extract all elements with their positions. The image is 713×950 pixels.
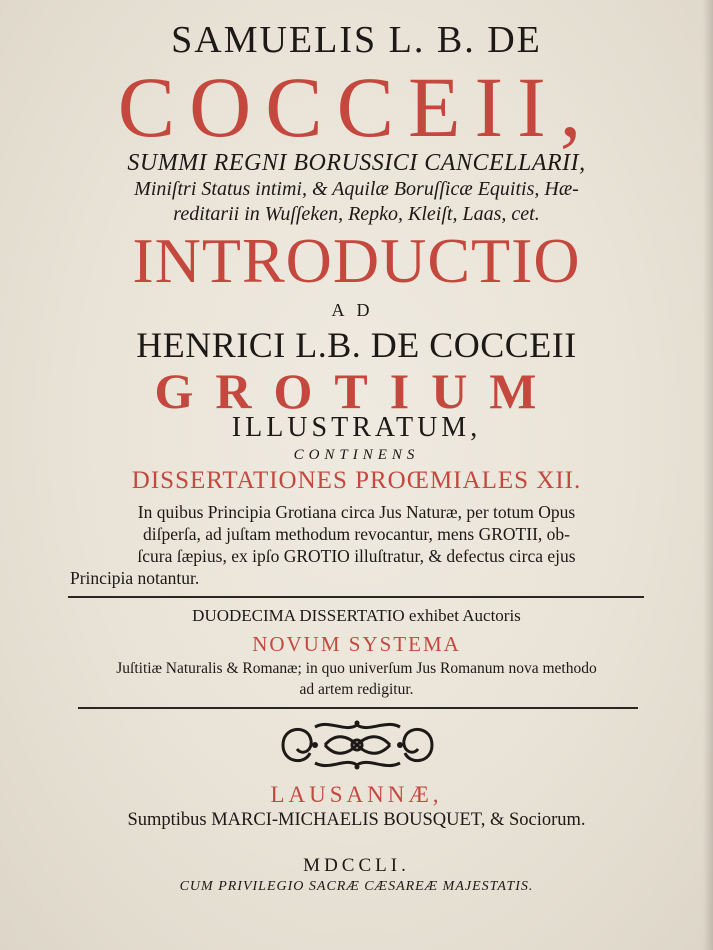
novum-systema: NOVUM SYSTEMA <box>252 632 461 656</box>
subject-subtitle: ILLUSTRATUM, <box>231 412 482 443</box>
subject-author: HENRICI L.B. DE COCCEII <box>136 325 577 365</box>
printers-ornament-icon <box>275 715 440 775</box>
divider-rule-1 <box>68 596 644 598</box>
publisher-line: Sumptibus MARCI-MICHAELIS BOUSQUET, & Sociorum. <box>127 810 586 830</box>
publication-year: MDCCLI. <box>303 855 410 876</box>
system-description-2: ad artem redigitur. <box>299 681 414 698</box>
place-of-publication: LAUSANNÆ, <box>270 782 443 807</box>
description-line-3: ſcura ſæpius, ex ipſo GROTIO illuſtratur, & defectus circa ejus <box>137 546 576 566</box>
continens-label: CONTINENS <box>293 447 420 463</box>
subject-title: GROTIUM <box>154 363 559 419</box>
divider-rule-2 <box>78 707 638 709</box>
author-offices-1: Miniſtri Status intimi, & Aquilæ Boruſſicæ Equitis, Hæ- <box>134 178 579 200</box>
description-line-1: In quibus Principia Grotiana circa Jus Naturæ, per totum Opus <box>137 502 576 522</box>
title-ad: AD <box>331 300 382 320</box>
description-line-2: diſperſa, ad juſtam methodum revocantur, mens GROTII, ob- <box>143 524 570 544</box>
author-offices-2: reditarii in Wuſſeken, Repko, Kleiſt, Laas, cet. <box>173 203 540 225</box>
system-description-1: Juſtitiæ Naturalis & Romanæ; in quo univerſum Jus Romanum nova methodo <box>116 660 597 677</box>
author-title: SUMMI REGNI BORUSSICI CANCELLARII, <box>127 150 586 176</box>
main-title: INTRODUCTIO <box>132 225 581 296</box>
author-name: COCCEII, <box>117 59 596 155</box>
description-line-4: Principia notantur. <box>70 568 200 588</box>
author-line: SAMUELIS L. B. DE <box>171 19 542 61</box>
dissertations-title: DISSERTATIONES PROŒMIALES XII. <box>131 467 582 494</box>
privilege-line: CUM PRIVILEGIO SACRÆ CÆSAREÆ MAJESTATIS. <box>179 879 534 894</box>
twelfth-dissertation-line: DUODECIMA DISSERTATIO exhibet Auctoris <box>192 606 521 625</box>
